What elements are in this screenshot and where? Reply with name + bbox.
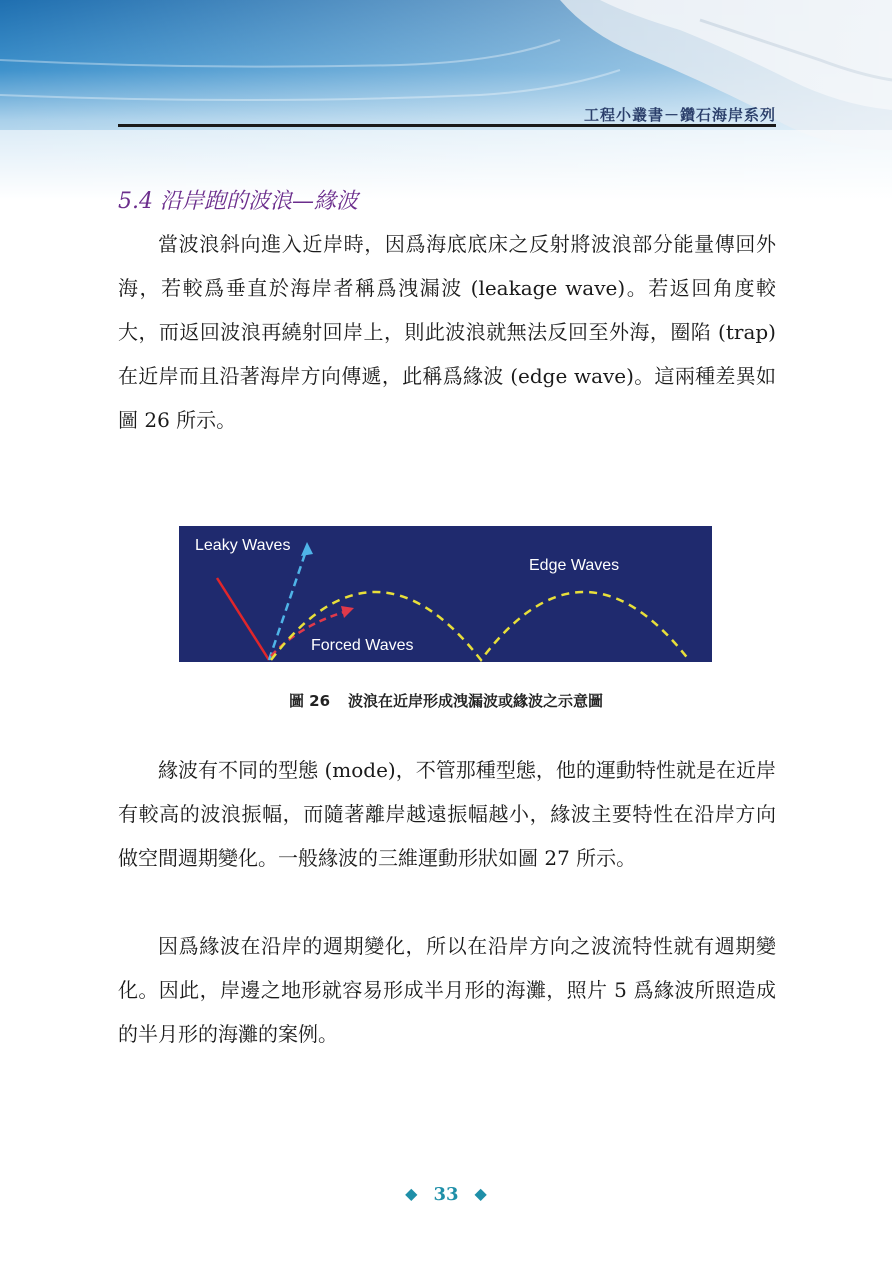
figure-caption-text: 波浪在近岸形成洩漏波或緣波之示意圖 bbox=[348, 692, 604, 710]
figure-caption-number: 圖 26 bbox=[288, 692, 331, 710]
figure-26-diagram bbox=[179, 526, 712, 662]
section-title: 5.4 沿岸跑的波浪—緣波 bbox=[118, 189, 358, 214]
diamond-right-icon: ◆ bbox=[474, 1184, 487, 1203]
header-banner-photo bbox=[0, 0, 892, 200]
edge-waves-label: Edge Waves bbox=[529, 557, 620, 574]
header-rule bbox=[118, 124, 776, 127]
diamond-left-icon: ◆ bbox=[405, 1184, 418, 1203]
paragraph-crescent-beach: 因爲緣波在沿岸的週期變化，所以在沿岸方向之波流特性就有週期變化。因此，岸邊之地形就容易形成半月形的海灘，照片 5 爲緣波所照造成的半月形的海灘的案例。 bbox=[118, 934, 776, 1046]
leaky-waves-label: Leaky Waves bbox=[195, 537, 291, 554]
paragraph-leakage-edge-wave: 當波浪斜向進入近岸時，因爲海底底床之反射將波浪部分能量傳回外海，若較爲垂直於海岸者稱爲洩漏波 (leakage wave)。若返回角度較大，而返回波浪再繞射回岸上，則此波浪就無法反回至外海，圈陷 (trap) 在近岸而且沿著海岸方向傳遞，此稱爲緣波 (edge wave)。這兩種差異如圖 26 所示。 bbox=[118, 232, 776, 432]
page-number: 33 bbox=[433, 1184, 459, 1205]
page-footer bbox=[0, 1184, 892, 1205]
forced-waves-label: Forced Waves bbox=[311, 637, 414, 654]
figure-caption bbox=[0, 690, 892, 711]
paragraph-edge-wave-modes: 緣波有不同的型態 (mode)，不管那種型態，他的運動特性就是在近岸有較高的波浪振幅，而隨著離岸越遠振幅越小，緣波主要特性在沿岸方向做空間週期變化。一般緣波的三維運動形狀如圖 27 所示。 bbox=[118, 758, 776, 870]
series-title: 工程小叢書－鑽石海岸系列 bbox=[583, 106, 776, 124]
